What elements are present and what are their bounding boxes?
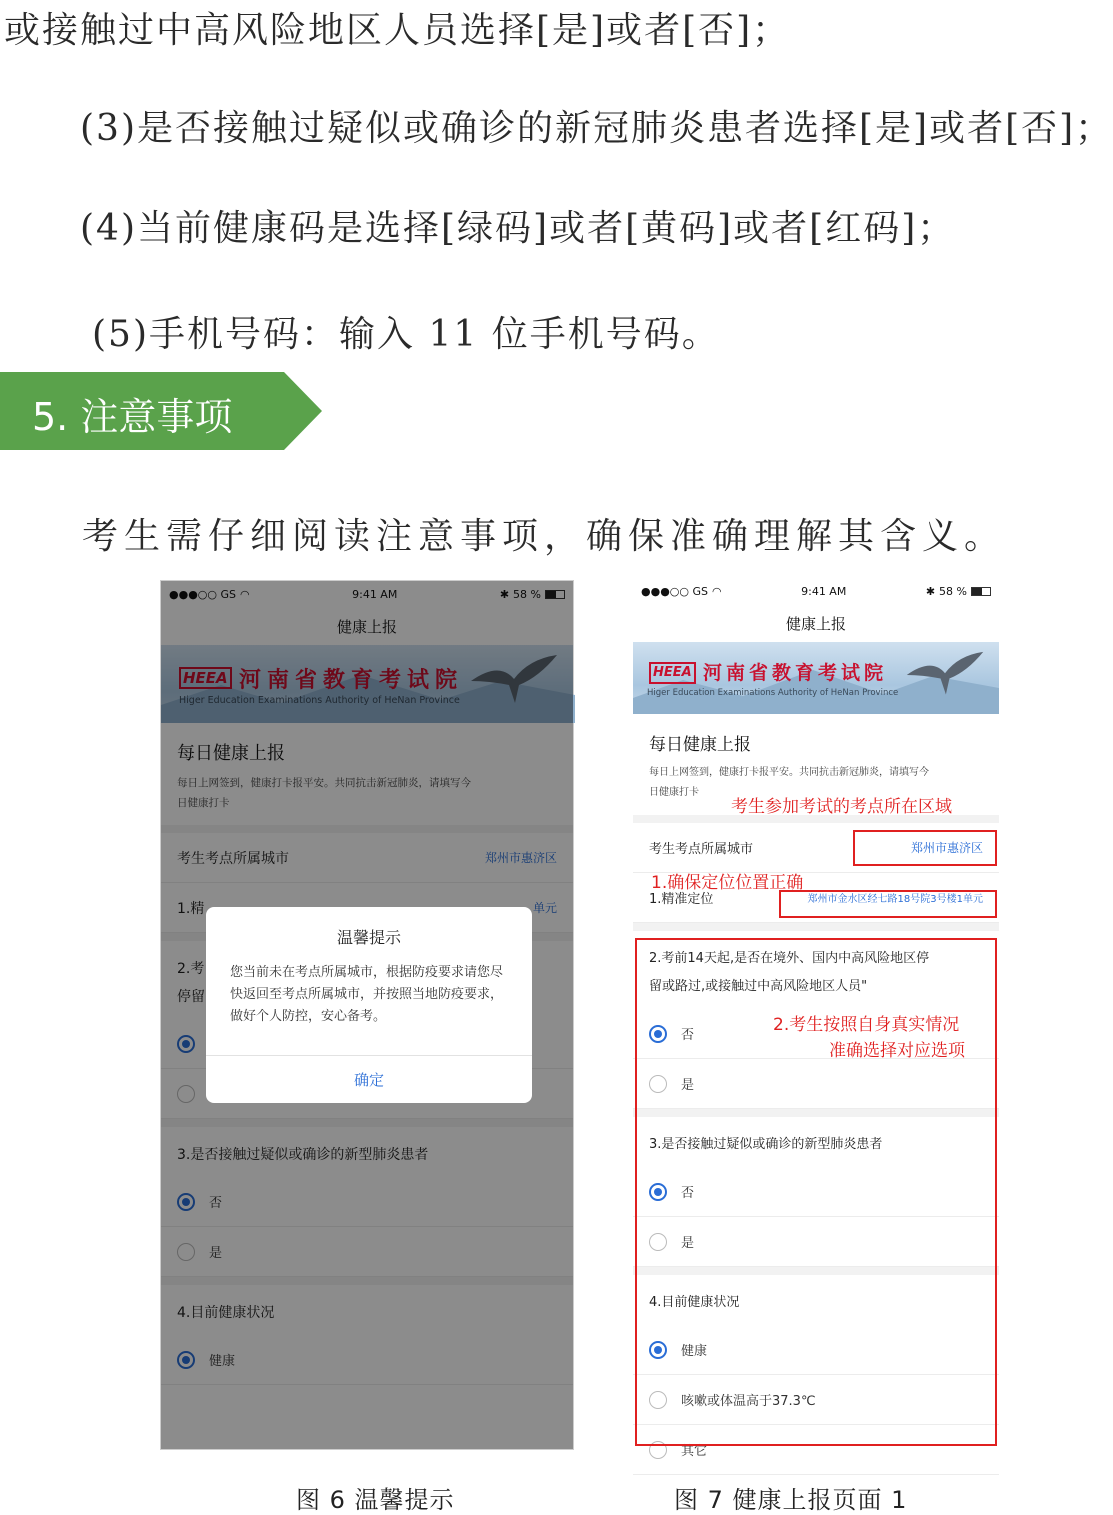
locate-row[interactable]: 1.精准定位 郑州市金水区经七路18号院3号楼1单元 [633,873,999,923]
bluetooth-icon: ✱ [925,584,936,598]
wifi-icon: ◠ [712,584,722,598]
q2-option-no[interactable]: 否 [633,1009,999,1059]
q3-option-yes[interactable]: 是 [633,1217,999,1267]
nav-title: 健康上报 [336,617,397,636]
org-name: 河南省教育考试院 [239,668,464,693]
q4-question: 4.目前健康状况 [177,1305,275,1321]
nav-title: 健康上报 [785,614,846,633]
status-bar [633,578,999,604]
bluetooth-icon: ✱ [499,587,510,601]
dialog-title: 温馨提示 [336,928,401,947]
heea-logo: HEEA [179,667,232,689]
q4-option-cough[interactable]: 咳嗽或体温高于37.3℃ [633,1375,999,1425]
warm-tip-dialog [206,907,532,1103]
q3-question: 3.是否接触过疑似或确诊的新型肺炎患者 [177,1147,429,1163]
org-name: 河南省教育考试院 [703,662,888,684]
battery-text: 58 % [939,584,967,598]
highlight-locate-box [779,890,997,918]
q2-question: 2.考前14天起,是否在境外、国内中高风险地区停 留或路过,或接触过中高风险地区人员" [649,951,930,994]
doc-line-4: (5)手机号码：输入 11 位手机号码。 [92,314,720,355]
q3-option-no[interactable]: 否 [633,1167,999,1217]
battery-icon [971,587,991,596]
annotation-choose-2: 准确选择对应选项 [829,1041,965,1061]
annotation-locate: 1.确保定位位置正确 [651,873,804,893]
form-description: 每日上网签到，健康打卡报平安。共同抗击新冠肺炎，请填写今 日健康打卡 [649,767,929,798]
annotation-area: 考生参加考试的考点所在区域 [731,797,952,817]
wifi-icon: ◠ [240,587,250,601]
q4-question: 4.目前健康状况 [649,1295,740,1310]
city-row[interactable]: 考生考点所属城市 郑州市惠济区 [633,823,999,873]
highlight-city-box [853,830,997,866]
section-banner [0,372,322,450]
city-row[interactable]: 考生考点所属城市 郑州市惠济区 [161,833,573,883]
locate-row[interactable]: 1.精 单元 [161,883,573,933]
q3-question: 3.是否接触过疑似或确诊的新型肺炎患者 [649,1137,883,1152]
org-name-en: Higer Education Examinations Authority of HeNan Province [179,695,460,706]
eagle-icon [905,648,985,702]
org-name-en: Higer Education Examinations Authority of HeNan Province [647,688,899,698]
q4-option-healthy[interactable]: 健康 [633,1325,999,1375]
carrier-text: ●●●○○ GS [169,587,236,601]
figure-7-caption: 图 7 健康上报页面 1 [674,1486,908,1514]
form-title: 每日健康上报 [177,743,285,764]
battery-text: 58 % [513,587,541,601]
q3-option-yes[interactable]: 是 [161,1227,573,1277]
doc-line-2: (3)是否接触过疑似或确诊的新冠肺炎患者选择[是]或者[否]； [80,108,1113,149]
heea-logo: HEEA [649,662,696,684]
dialog-body: 您当前未在考点所属城市，根据防疫要求请您尽快返回至考点所属城市，并按照当地防疫要求，做好个人防控，安心备考。 [230,965,504,1024]
figure-6-caption: 图 6 温馨提示 [296,1486,455,1514]
q2-option-yes[interactable]: 是 [633,1059,999,1109]
annotation-choose-1: 2.考生按照自身真实情况 [773,1015,960,1035]
clock-text: 9:41 AM [352,587,398,601]
phone-screenshot-fig7 [633,578,999,1459]
carrier-text: ●●●○○ GS [641,584,708,598]
q4-option-other[interactable]: 其它 [633,1425,999,1475]
doc-line-1: 或接触过中高风险地区人员选择[是]或者[否]； [4,10,791,51]
phone-screenshot-fig6 [160,580,574,1450]
q3-option-no[interactable]: 否 [161,1177,573,1227]
form-description: 每日上网签到，健康打卡报平安。共同抗击新冠肺炎，请填写今 日健康打卡 [177,777,471,809]
dialog-confirm-button[interactable]: 确定 [206,1055,532,1103]
intro-text: 考生需仔细阅读注意事项，确保准确理解其含义。 [82,516,1007,557]
form-title: 每日健康上报 [649,735,751,755]
clock-text: 9:41 AM [801,584,847,598]
hero-banner [633,642,999,714]
doc-line-3: (4)当前健康码是选择[绿码]或者[黄码]或者[红码]； [80,208,956,249]
q2-question: 2.考 停留 [177,961,205,1005]
section-heading: 5. 注意事项 [32,395,233,439]
q4-option-healthy[interactable]: 健康 [161,1335,573,1385]
